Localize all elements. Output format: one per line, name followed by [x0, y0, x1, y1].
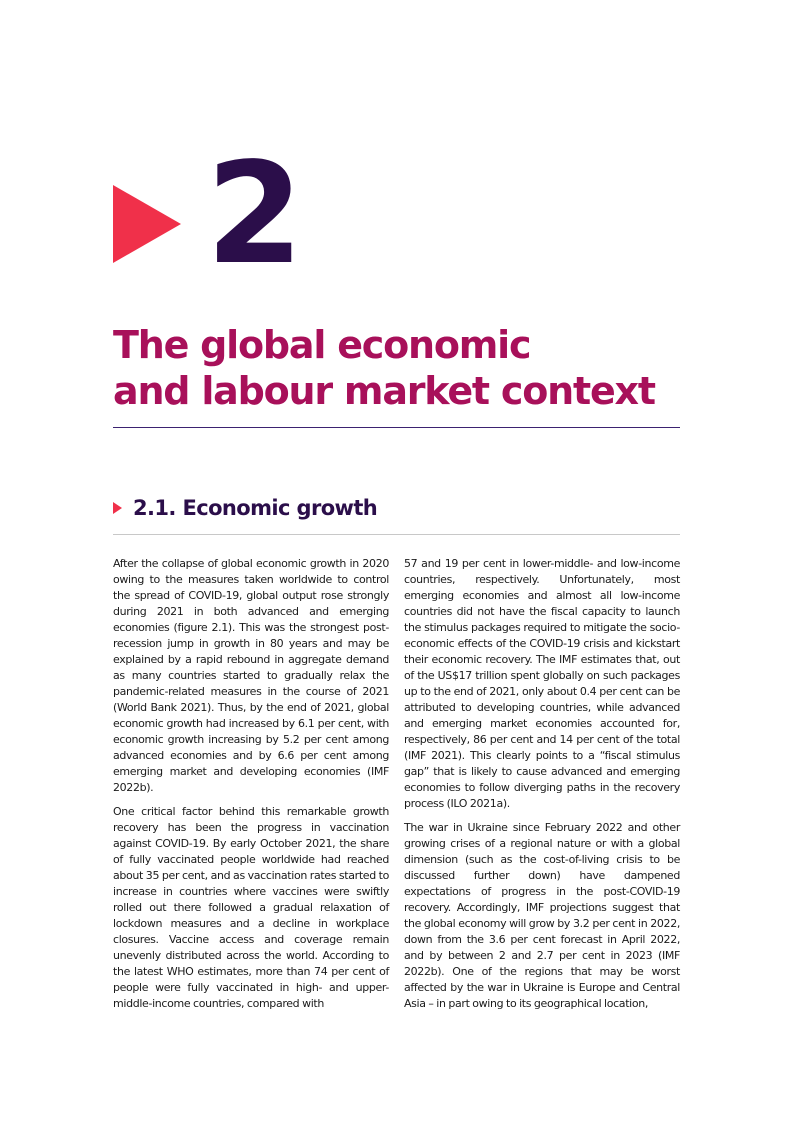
body-paragraph: 57 and 19 per cent in lower-middle- and low-income countries, respectively. Unfortunately, most emerging economies and almost all low-income countries did not have the fiscal capacity to launch the stimulus packages required to mitigate the socio-economic effects of the COVID-19 crisis and kickstart their economic recovery. The IMF estimates that, out of the US$17 trillion spent globally on such packages up to the end of 2021, only about 0.4 per cent can be attributed to developing countries, while advanced and emerging market economies accounted for, respectively, 86 per cent and 14 per cent of the total (IMF 2021). This clearly points to a “fiscal stimulus gap” that is likely to cause advanced and emerging economies to follow diverging paths in the recovery process (ILO 2021a).	[404, 557, 680, 810]
title-divider	[113, 427, 680, 428]
chapter-arrow-icon	[113, 185, 181, 263]
body-column-left	[113, 556, 389, 1020]
chapter-title-line-2: and labour market context	[113, 369, 655, 413]
body-paragraph: After the collapse of global economic growth in 2020 owing to the measures taken worldwide to control the spread of COVID-19, global output rose strongly during 2021 in both advanced and emerging economies (figure 2.1). This was the strongest post-recession jump in growth in 80 years and may be explained by a rapid rebound in aggregate demand as many countries started to gradually relax the pandemic-related measures in the course of 2021 (World Bank 2021). Thus, by the end of 2021, global economic growth had increased by 6.1 per cent, with economic growth increasing by 5.2 per cent among advanced economies and by 6.6 per cent among emerging market and developing economies (IMF 2022b).	[113, 557, 389, 794]
section-arrow-icon	[113, 502, 122, 514]
chapter-number: 2	[206, 133, 300, 296]
chapter-title-line-1: The global economic	[113, 323, 531, 367]
body-paragraph: One critical factor behind this remarkable growth recovery has been the progress in vaccination against COVID-19. By early October 2021, the share of fully vaccinated people worldwide had reached about 35 per cent, and as vaccination rates started to increase in countries where vaccines were swiftly rolled out there followed a gradual relaxation of lockdown measures and a decline in workplace closures. Vaccine access and coverage remain unevenly distributed across the world. According to the latest WHO estimates, more than 74 per cent of people were fully vaccinated in high- and upper-middle-income countries, compared with	[113, 805, 389, 1010]
body-paragraph: The war in Ukraine since February 2022 and other growing crises of a regional nature or with a global dimension (such as the cost-of-living crisis to be discussed further down) have dampened expectations of progress in the post-COVID-19 recovery. Accordingly, IMF projections suggest that the global economy will grow by 3.2 per cent in 2022, down from the 3.6 per cent forecast in April 2022, and by between 2 and 2.7 per cent in 2023 (IMF 2022b). One of the regions that may be worst affected by the war in Ukraine is Europe and Central Asia – in part owing to its geographical location,	[404, 821, 680, 1010]
section-divider	[113, 534, 680, 535]
section-title: 2.1. Economic growth	[133, 496, 378, 520]
body-column-right	[404, 556, 680, 1020]
section-heading	[113, 494, 377, 522]
chapter-title	[113, 322, 693, 414]
